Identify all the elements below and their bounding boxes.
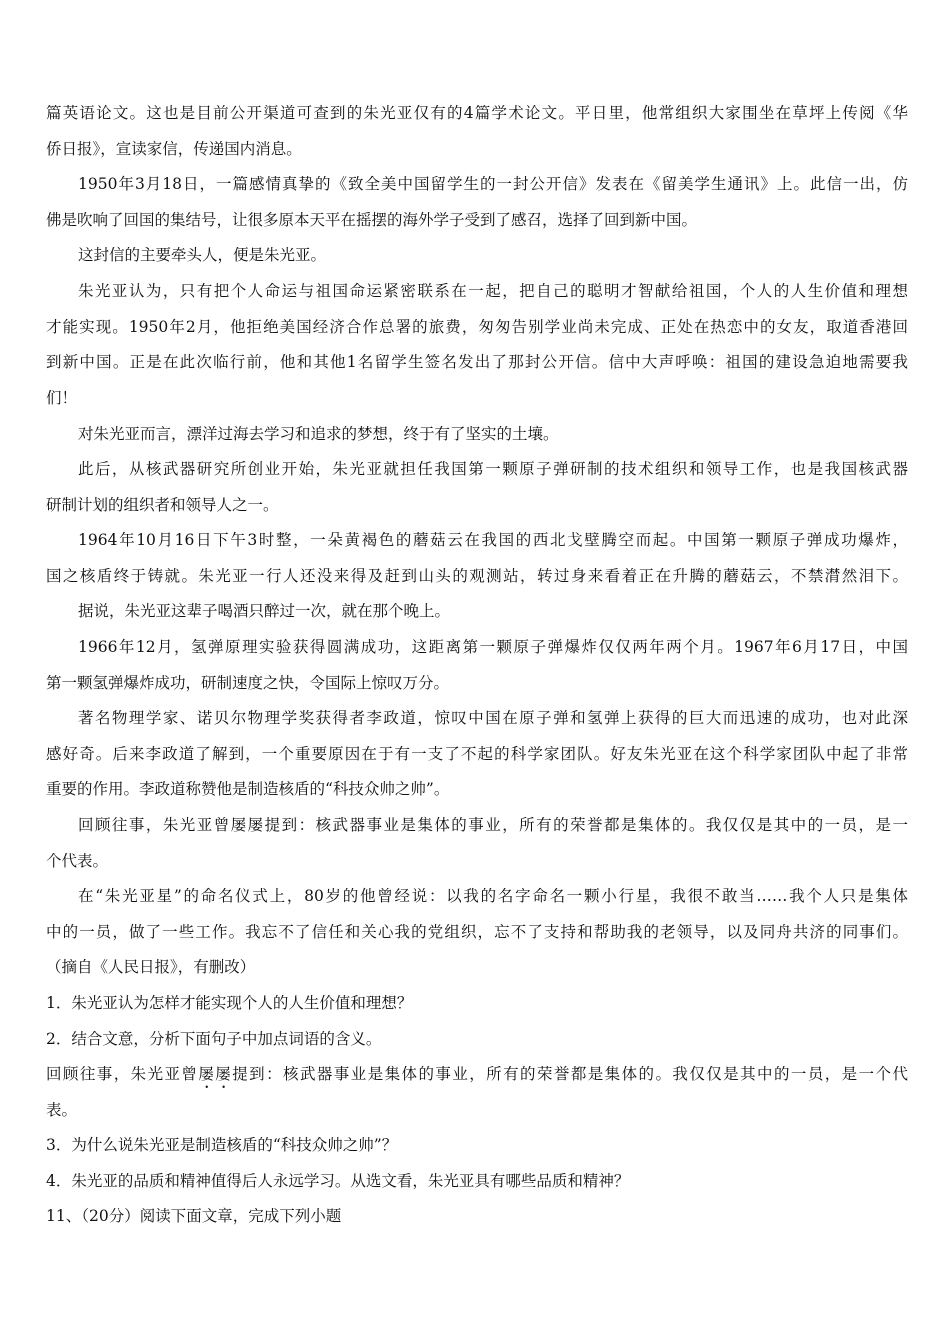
paragraph-line: 著名物理学家、诺贝尔物理学奖获得者李政道，惊叹中国在原子弹和氢弹上获得的巨大而迅速的成功，也对此深	[78, 709, 908, 727]
paragraph-line: 1966年12月，氢弹原理实验获得圆满成功，这距离第一颗原子弹爆炸仅仅两年两个月。1967年6月17日，中国	[78, 638, 908, 656]
paragraph-line: 个代表。	[46, 852, 109, 870]
paragraph-line: 朱光亚认为，只有把个人命运与祖国命运紧密联系在一起，把自己的聪明才智献给祖国，个人的人生价值和理想	[78, 282, 908, 300]
paragraph-line: 感好奇。后来李政道了解到，一个重要原因在于有一支了不起的科学家团队。好友朱光亚在这个科学家团队中起了非常	[46, 745, 908, 763]
paragraph-line: 此后，从核武器研究所创业开始，朱光亚就担任我国第一颗原子弹研制的技术组织和领导工作，也是我国核武器	[78, 460, 908, 478]
quote-text: 提到：核武器事业是集体的事业，所有的荣誉都是集体的。我仅仅是其中的一员，是一个代	[232, 1065, 908, 1083]
paragraph-line: 1964年10月16日下午3时整，一朵黄褐色的蘑菇云在我国的西北戈壁腾空而起。中国第一颗原子弹成功爆炸，	[78, 531, 908, 549]
question-3: 3．为什么说朱光亚是制造核盾的“科技众帅之帅”？	[46, 1136, 398, 1154]
question-4: 4．朱光亚的品质和精神值得后人永远学习。从选文看，朱光亚具有哪些品质和精神？	[46, 1172, 630, 1190]
paragraph-line: 才能实现。1950年2月，他拒绝美国经济合作总署的旅费，匆匆告别学业尚未完成、正处在热恋中的女友，取道香港回	[46, 318, 908, 336]
question-2: 2．结合文意，分析下面句子中加点词语的含义。	[46, 1030, 382, 1048]
paragraph-line: 这封信的主要牵头人，便是朱光亚。	[78, 246, 327, 264]
paragraph-line: 侨日报》，宣读家信，传递国内消息。	[46, 140, 302, 158]
paragraph-line: 研制计划的组织者和领导人之一。	[46, 496, 279, 514]
question-2-quote	[46, 1064, 908, 1092]
paragraph-line: 到新中国。正是在此次临行前，他和其他1名留学生签名发出了那封公开信。信中大声呼唤：祖国的建设急迫地需要我	[46, 353, 908, 371]
paragraph-line: 篇英语论文。这也是目前公开渠道可查到的朱光亚仅有的4篇学术论文。平日里，他常组织大家围坐在草坪上传阅《华	[46, 104, 908, 122]
paragraph-line: 对朱光亚而言，漂洋过海去学习和追求的梦想，终于有了坚实的土壤。	[78, 425, 559, 443]
paragraph-line: 回顾往事，朱光亚曾屡屡提到：核武器事业是集体的事业，所有的荣誉都是集体的。我仅仅是其中的一员，是一	[78, 816, 908, 834]
quote-text: 回顾往事，朱光亚曾	[46, 1065, 199, 1083]
emphasized-word: 屡屡	[198, 1065, 233, 1083]
paragraph-line: 佛是吹响了回国的集结号，让很多原本天平在摇摆的海外学子受到了感召，选择了回到新中国。	[46, 211, 698, 229]
paragraph-line: 重要的作用。李政道称赞他是制造核盾的“科技众帅之帅”。	[46, 780, 450, 798]
source-citation: （摘自《人民日报》，有删改）	[46, 958, 256, 976]
paragraph-line: 中的一员，做了一些工作。我忘不了信任和关心我的党组织，忘不了支持和帮助我的老领导，以及同舟共济的同事们。	[46, 923, 908, 941]
paragraph-line: 在“朱光亚星”的命名仪式上，80岁的他曾经说：以我的名字命名一颗小行星，我很不敢当……我个人只是集体	[78, 887, 908, 905]
paragraph-line: 国之核盾终于铸就。朱光亚一行人还没来得及赶到山头的观测站，转过身来看着正在升腾的蘑菇云，不禁潸然泪下。	[46, 567, 908, 585]
paragraph-line: 据说，朱光亚这辈子喝酒只醉过一次，就在那个晚上。	[78, 602, 451, 620]
question-2-quote-tail: 表。	[46, 1101, 78, 1119]
question-11-heading: 11、（20分）阅读下面文章，完成下列小题	[46, 1207, 342, 1225]
paragraph-line: 们！	[46, 389, 78, 407]
question-1: 1．朱光亚认为怎样才能实现个人的人生价值和理想？	[46, 994, 413, 1012]
paragraph-line: 1950年3月18日，一篇感情真挚的《致全美中国留学生的一封公开信》发表在《留美学生通讯》上。此信一出，仿	[78, 175, 908, 193]
paragraph-line: 第一颗氢弹爆炸成功，研制速度之快，令国际上惊叹万分。	[46, 674, 450, 692]
